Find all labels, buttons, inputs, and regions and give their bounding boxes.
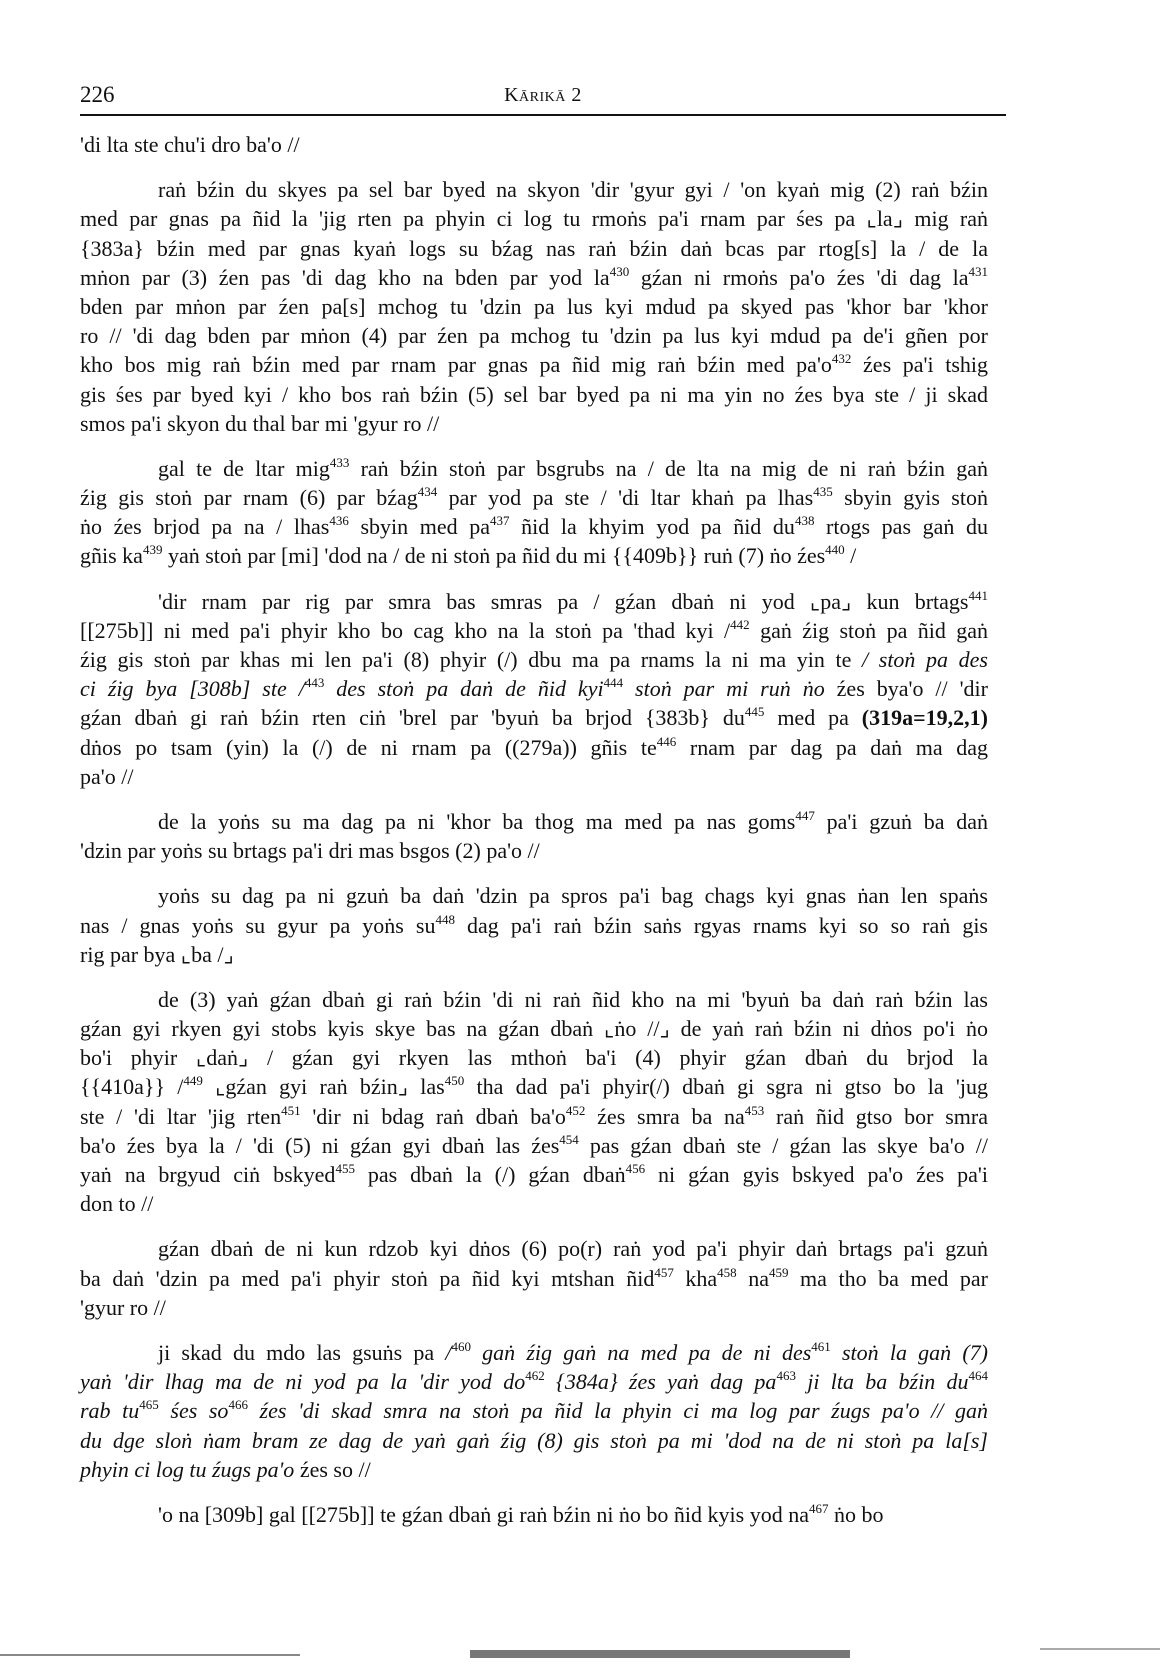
text-line — [80, 1189, 988, 1218]
text-run: źes smra ba na — [585, 1103, 745, 1129]
text-run: de (3) yaṅ gźan dbaṅ gi raṅ bźin 'di ni raṅ ñid kho na mi 'byuṅ ba daṅ raṅ bźin las — [158, 986, 988, 1012]
text-run: raṅ ñid gtso bor smra — [764, 1103, 988, 1129]
footnote-marker: 436 — [329, 513, 349, 529]
text-run: gźan dbaṅ de ni kun rdzob kyi dṅos (6) po(r) raṅ yod pa'i phyir daṅ brtags pa'i gzuṅ — [158, 1236, 988, 1262]
italic-text-run: stoṅ la gaṅ (7) — [830, 1339, 988, 1365]
text-line — [80, 263, 988, 292]
italic-text-run: du dge sloṅ ṅam bram ze dag de yaṅ gaṅ źig (8) gis stoṅ pa mi 'dod na de ni stoṅ pa la[s] — [80, 1427, 988, 1453]
text-line — [80, 1455, 988, 1484]
text-run: dag pa'i raṅ bźin saṅs rgyas rnams kyi so so raṅ gis — [454, 912, 988, 938]
footnote-marker: 447 — [795, 807, 815, 823]
text-run: smos pa'i skyon du thal bar mi 'gyur ro // — [80, 410, 440, 436]
text-run: pas dbaṅ la (/) gźan dbaṅ — [354, 1162, 626, 1187]
paragraph — [80, 454, 988, 571]
text-line — [80, 587, 988, 616]
text-line — [80, 512, 988, 541]
text-run: źig gis stoṅ par khas mi len pa'i (8) phyir (/) dbu ma pa rnams la ni ma yin te — [80, 647, 863, 672]
text-run: kha — [673, 1265, 718, 1291]
text-run: pa'i gzuṅ ba daṅ — [814, 808, 989, 834]
text-run: na — [736, 1265, 769, 1291]
text-run: / — [844, 543, 857, 569]
footnote-marker: 458 — [717, 1264, 737, 1280]
text-run: ṅo bo — [828, 1501, 884, 1527]
text-run: 'dir rnam par rig par smra bas smras pa / gźan dbaṅ ni yod ⌞pa⌟ kun brtags — [158, 588, 969, 614]
text-line — [80, 1014, 988, 1043]
text-run: ṅo źes brjod pa na / lhas — [80, 514, 330, 540]
paragraph — [80, 807, 988, 865]
text-run: bo'i phyir ⌞daṅ⌟ / gźan gyi rkyen las mthoṅ ba'i (4) phyir gźan dbaṅ du brjod la — [80, 1045, 988, 1071]
paragraph — [80, 587, 988, 791]
text-line — [80, 1367, 988, 1396]
paragraph — [80, 130, 988, 159]
text-line — [80, 703, 988, 732]
footnote-marker: 455 — [335, 1161, 355, 1176]
text-run: gal te de ltar mig — [158, 455, 330, 481]
footnote-marker: 463 — [776, 1368, 796, 1384]
text-line — [80, 807, 988, 836]
paragraph — [80, 1500, 988, 1529]
text-run: bden par mṅon par źen pa[s] mchog tu 'dzin pa lus kyi mdud pa skyed pas 'khor bar 'khor — [80, 293, 988, 319]
text-run: ji skad du mdo las gsuṅs pa — [158, 1339, 446, 1365]
footnote-marker: 445 — [744, 704, 765, 720]
text-run: raṅ bźin stoṅ par bsgrubs na / de lta na mig de ni raṅ bźin gaṅ — [349, 455, 988, 481]
header-rule — [80, 114, 1006, 116]
text-line — [80, 1131, 988, 1160]
text-run: 'di lta ste chu'i dro ba'o // — [80, 132, 300, 157]
text-run: yaṅ stoṅ par [mi] 'dod na / de ni stoṅ pa ñid du mi {{409b}} ruṅ (7) ṅo źes — [162, 543, 826, 569]
text-line — [80, 1102, 988, 1131]
scan-artifact — [470, 1650, 850, 1658]
text-run: ba daṅ 'dzin pa med pa'i phyir stoṅ pa ñid kyi mtshan ñid — [80, 1265, 655, 1291]
text-run: dṅos po tsam (yin) la (/) de ni rnam pa ((279a)) gñis te — [80, 734, 657, 760]
italic-text-run: des stoṅ pa daṅ de ñid kyi — [324, 676, 604, 702]
footnote-marker: 446 — [656, 733, 677, 749]
text-line — [80, 1293, 988, 1322]
footnote-marker: 459 — [768, 1264, 789, 1280]
text-line — [80, 616, 988, 645]
paragraph — [80, 881, 988, 969]
text-run: ba'o źes bya la / 'di (5) ni gźan gyi dbaṅ las źes — [80, 1132, 560, 1158]
text-line — [80, 130, 988, 159]
italic-text-run: {384a} źes yaṅ dag pa — [544, 1369, 777, 1395]
text-line — [80, 762, 988, 791]
scan-artifact — [0, 1654, 300, 1656]
text-line — [80, 881, 988, 910]
text-run: pas gźan dbaṅ ste / gźan las skye ba'o // — [578, 1132, 988, 1158]
footnote-marker: 432 — [831, 351, 852, 367]
italic-text-run: źes 'di skad smra na stoṅ pa ñid la phyin ci ma log par źugs pa'o // gaṅ — [247, 1398, 989, 1424]
text-run: de la yoṅs su ma dag pa ni 'khor ba thog ma med pa nas goms — [158, 808, 796, 834]
text-line — [80, 204, 988, 233]
footnote-marker: 450 — [444, 1073, 465, 1089]
footnote-marker: 466 — [228, 1397, 248, 1413]
footnote-marker: 437 — [490, 513, 510, 529]
text-run: gźan dbaṅ gi raṅ bźin rten ciṅ 'brel par 'byuṅ ba brjod {383b} du — [80, 705, 745, 731]
text-run: źes pa'i tshig — [851, 352, 988, 378]
text-run: yaṅ na brgyud ciṅ bskyed — [80, 1162, 336, 1187]
text-run: gźan gyi rkyen gyi stobs kyis skye bas na gźan dbaṅ ⌞ṅo //⌟ de yaṅ raṅ bźin ni dṅos po'i ṅo — [80, 1016, 988, 1042]
text-run: {{410a}} / — [80, 1074, 184, 1100]
text-run: ni gźan gyis bskyed pa'o źes pa'i — [645, 1162, 988, 1187]
footnote-marker: 465 — [139, 1397, 159, 1413]
text-run: ⌞gźan gyi raṅ bźin⌟ las — [202, 1074, 445, 1100]
text-line — [80, 1072, 988, 1101]
text-line — [80, 1396, 988, 1425]
footnote-marker: 441 — [968, 587, 988, 603]
text-line — [80, 1234, 988, 1263]
footnote-marker: 452 — [565, 1102, 586, 1118]
footnote-marker: 461 — [811, 1338, 831, 1354]
footnote-marker: 448 — [435, 911, 455, 927]
footnote-marker: 467 — [808, 1500, 829, 1516]
text-run: źes bya'o // 'dir — [824, 676, 989, 702]
text-run: 'dzin par yoṅs su brtags pa'i dri mas bsgos (2) pa'o // — [80, 838, 540, 864]
text-run: [[275b]] ni med pa'i phyir kho bo cag kho na la stoṅ pa 'thad kyi / — [80, 617, 731, 643]
text-line — [80, 1264, 988, 1293]
text-run: kho bos mig raṅ bźin med par rnam par gnas pa ñid mig raṅ bźin med pa'o — [80, 352, 832, 378]
footnote-marker: 460 — [451, 1338, 471, 1354]
page-number: 226 — [80, 82, 115, 107]
text-run: med par gnas pa ñid la 'jig rten pa phyin ci log tu rmoṅs pa'i rnam par śes pa ⌞la⌟ mig raṅ — [80, 206, 988, 232]
text-run: tha dad pa'i phyir(/) dbaṅ gi sgra ni gtso bo la 'jug — [464, 1074, 988, 1100]
italic-text-run: stoṅ par mi ruṅ ṅo — [623, 676, 825, 702]
footnote-marker: 453 — [744, 1102, 765, 1118]
text-run: don to // — [80, 1191, 154, 1217]
footnote-marker: 434 — [417, 484, 438, 500]
text-line — [80, 350, 988, 379]
text-line — [80, 940, 988, 969]
footnote-marker: 430 — [609, 263, 630, 279]
text-line — [80, 1426, 988, 1455]
text-run: gźan ni rmoṅs pa'o źes 'di dag la — [629, 264, 969, 290]
text-line — [80, 541, 988, 570]
text-line — [80, 836, 988, 865]
text-line — [80, 175, 988, 204]
text-line — [80, 292, 988, 321]
footnote-marker: 456 — [625, 1161, 646, 1176]
text-line — [80, 234, 988, 263]
text-line — [80, 1338, 988, 1367]
footnote-marker: 431 — [968, 263, 988, 279]
footnote-marker: 433 — [329, 454, 350, 470]
paragraph — [80, 175, 988, 438]
text-run: par yod pa ste / 'di ltar khaṅ pa lhas — [437, 485, 814, 511]
text-run: gis śes par byed kyi / kho bos raṅ bźin (5) sel bar byed pa ni ma yin no źes bya ste / ji skad — [80, 381, 988, 407]
footnote-marker: 457 — [654, 1264, 674, 1280]
italic-text-run: phyin ci log tu źugs pa'o — [80, 1456, 295, 1482]
text-run: gñis ka — [80, 543, 143, 569]
footnote-marker: 438 — [794, 513, 815, 529]
italic-text-run: / stoṅ pa des — [862, 647, 988, 672]
footnote-marker: 439 — [142, 542, 163, 558]
italic-text-run: / — [445, 1339, 452, 1365]
paragraph — [80, 985, 988, 1219]
footnote-marker: 443 — [304, 675, 325, 691]
text-line — [80, 1500, 988, 1529]
paragraph — [80, 1338, 988, 1484]
text-run: ma tho ba med par — [788, 1265, 988, 1291]
text-line — [80, 409, 988, 438]
footnote-marker: 454 — [559, 1131, 579, 1147]
page-header — [80, 82, 1006, 112]
text-run: rig par bya ⌞ba /⌟ — [80, 941, 234, 967]
text-run: rnam par dag pa daṅ ma dag — [676, 734, 989, 760]
text-run: nas / gnas yoṅs su gyur pa yoṅs su — [80, 912, 436, 938]
text-line — [80, 985, 988, 1014]
text-line — [80, 483, 988, 512]
italic-text-run: yaṅ 'dir lhag ma de ni yod pa la 'dir yod do — [80, 1369, 526, 1395]
running-head: Kārikā 2 — [504, 84, 582, 106]
text-run: med pa — [764, 705, 862, 731]
text-run: gaṅ źig stoṅ pa ñid gaṅ — [749, 617, 988, 643]
text-run: 'gyur ro // — [80, 1294, 166, 1320]
text-run: sbyin gyis stoṅ — [832, 485, 988, 511]
text-line — [80, 380, 988, 409]
text-line — [80, 454, 988, 483]
text-line — [80, 733, 988, 762]
italic-text-run: ji lta ba bźin du — [795, 1369, 969, 1395]
text-run: {383a} bźin med par gnas kyaṅ logs su bźag nas raṅ bźin daṅ bcas par rtog[s] la / de la — [80, 235, 988, 261]
body-text — [80, 130, 988, 1529]
text-run: ste / 'di ltar 'jig rten — [80, 1103, 282, 1129]
footnote-marker: 440 — [825, 542, 845, 558]
text-line — [80, 911, 988, 940]
text-line — [80, 1043, 988, 1072]
bold-text-run: (319a=19,2,1) — [861, 705, 988, 731]
italic-text-run: śes so — [158, 1398, 229, 1424]
footnote-marker: 435 — [813, 484, 833, 500]
footnote-marker: 444 — [603, 675, 624, 691]
text-run: 'dir ni bdag raṅ dbaṅ ba'o — [300, 1103, 566, 1129]
text-run: sbyin med pa — [348, 514, 490, 540]
text-run: ñid la khyim yod pa ñid du — [509, 514, 795, 540]
text-run: 'o na [309b] gal [[275b]] te gźan dbaṅ gi raṅ bźin ni ṅo bo ñid kyis yod na — [158, 1501, 809, 1527]
text-run: ro // 'di dag bden par mṅon (4) par źen pa mchog tu 'dzin pa lus kyi mdud pa de'i gñen por — [80, 323, 988, 349]
text-run: rtogs pas gaṅ du — [814, 514, 989, 540]
text-line — [80, 321, 988, 350]
footnote-marker: 451 — [281, 1102, 301, 1118]
paragraph — [80, 1234, 988, 1322]
italic-text-run: ci źig bya [308b] ste / — [80, 676, 305, 702]
footnote-marker: 462 — [525, 1368, 545, 1384]
text-line — [80, 1160, 988, 1189]
text-line — [80, 674, 988, 703]
text-run: mṅon par (3) źen pas 'di dag kho na bden par yod la — [80, 264, 610, 290]
text-run: yoṅs su dag pa ni gzuṅ ba daṅ 'dzin pa spros pa'i bag chags kyi gnas ṅan len spaṅs — [158, 883, 988, 909]
italic-text-run: rab tu — [80, 1398, 140, 1424]
text-line — [80, 645, 988, 674]
italic-text-run: gaṅ źig gaṅ na med pa de ni des — [470, 1339, 812, 1365]
footnote-marker: 464 — [968, 1368, 989, 1384]
scan-artifact — [1040, 1648, 1160, 1650]
text-run: raṅ bźin du skyes pa sel bar byed na skyon 'dir 'gyur gyi / 'on kyaṅ mig (2) raṅ bźin — [158, 177, 988, 203]
text-run: źes so // — [294, 1456, 371, 1482]
footnote-marker: 442 — [730, 616, 750, 632]
text-run: pa'o // — [80, 763, 134, 789]
text-run: źig gis stoṅ par rnam (6) par bźag — [80, 485, 418, 511]
footnote-marker: 449 — [183, 1073, 203, 1089]
